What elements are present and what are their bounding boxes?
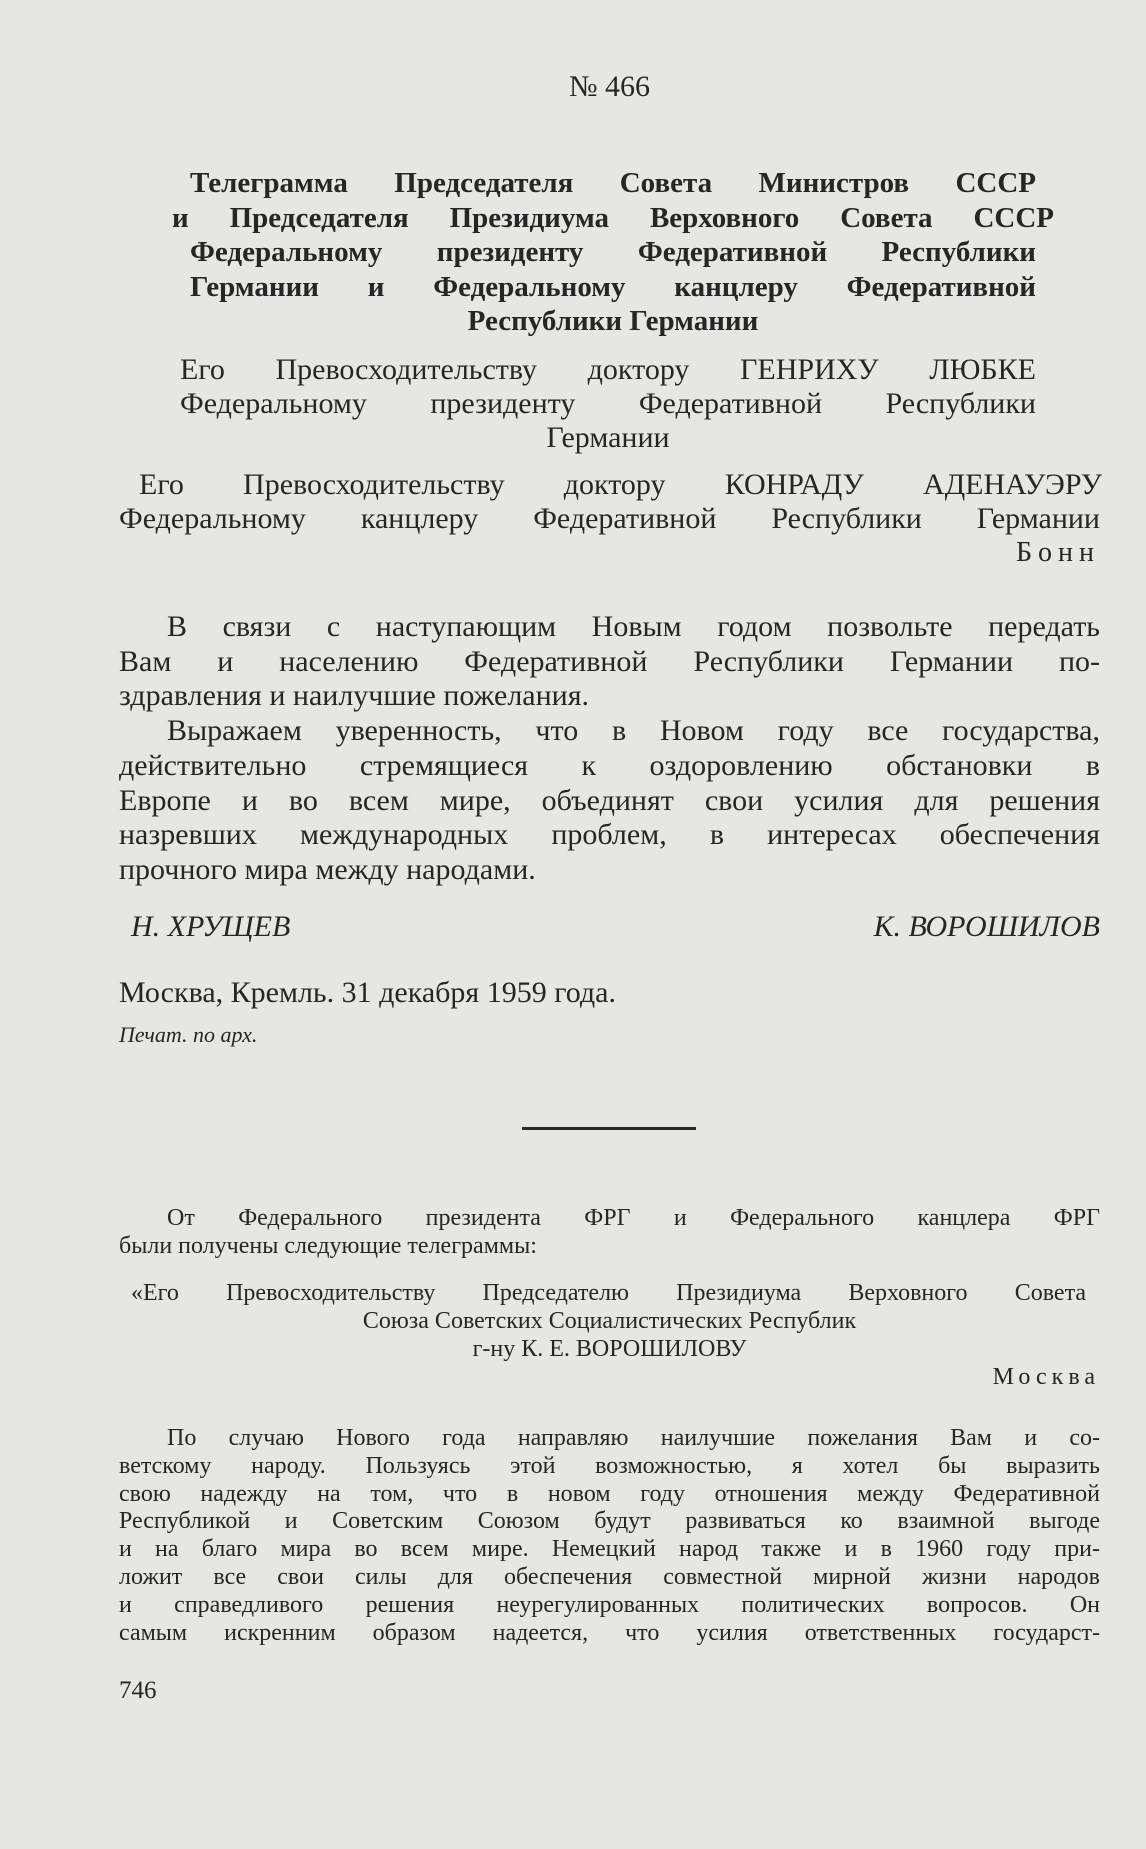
quote-addressee-line: «Его Превосходительству Председателю Президиума Верховного Совета — [131, 1280, 1086, 1306]
quote-addressee — [119, 1280, 1100, 1363]
body-line: Республикой и Советским Союзом будут развиваться ко взаимной выгоде — [119, 1508, 1100, 1535]
city-bonn: Бонн — [1015, 537, 1100, 568]
body-line: В связи с наступающим Новым годом позвольте передать — [167, 610, 1100, 643]
addressee-line: Его Превосходительству доктору ГЕНРИХУ ЛЮБКЕ — [180, 353, 1036, 386]
body-line: ложит все свои силы для обеспечения совместной мирной жизни народов — [119, 1563, 1100, 1590]
intro-line: От Федерального президента ФРГ и Федерального канцлера ФРГ — [167, 1205, 1100, 1231]
body-line: Выражаем уверенность, что в Новом году все государства, — [167, 714, 1100, 748]
document-title — [172, 166, 1054, 339]
city-moscow: Москва — [992, 1364, 1100, 1390]
intro-line: были получены следующие телеграммы: — [119, 1232, 537, 1259]
source-note: Печат. по арх. — [119, 1022, 258, 1047]
addressee-line: Германии — [546, 421, 670, 454]
body-line: действительно стремящиеся к оздоровлению обстановки в — [119, 748, 1100, 782]
place-date: Москва, Кремль. 31 декабря 1959 года. — [119, 976, 616, 1009]
body-line: самым искренним образом надеется, что усилия ответственных государст- — [119, 1619, 1100, 1646]
body-line: назревших международных проблем, в интересах обеспечения — [119, 818, 1100, 852]
body-line: ветскому народу. Пользуясь этой возможностью, я хотел бы выразить — [119, 1452, 1100, 1479]
body-line: Вам и населению Федеративной Республики Германии по- — [119, 644, 1100, 678]
body-line: свою надежду на том, что в новом году отношения между Федеративной — [119, 1480, 1100, 1507]
body-line: здравления и наилучшие пожелания. — [119, 679, 590, 713]
quote-addressee-line: Союза Советских Социалистических Республик — [362, 1307, 857, 1334]
reply-telegram-body — [119, 1425, 1100, 1647]
page-number: 746 — [119, 1677, 157, 1704]
signatures — [119, 910, 1100, 944]
body-line: и справедливого решения неурегулированных политических вопросов. Он — [119, 1591, 1100, 1618]
body-line: и на благо мира во всем мире. Немецкий народ также и в 1960 году при- — [119, 1536, 1100, 1563]
intro-paragraph — [119, 1205, 1100, 1261]
body-line: Европе и во всем мире, объединят свои усилия для решения — [119, 783, 1100, 817]
addressee-lubke — [180, 353, 1036, 455]
addressee-line: Федеральному президенту Федеративной Республики — [180, 387, 1036, 420]
title-line: и Председателя Президиума Верховного Совета СССР — [172, 201, 1054, 234]
title-line: Германии и Федеральному канцлеру Федеративной — [190, 270, 1036, 303]
quote-addressee-line: г-ну К. Е. ВОРОШИЛОВУ — [472, 1335, 747, 1362]
signature-voroshilov: К. ВОРОШИЛОВ — [873, 910, 1100, 943]
body-line: прочного мира между народами. — [119, 852, 536, 886]
signature-khrushchev: Н. ХРУЩЕВ — [131, 910, 291, 943]
telegram-body — [119, 610, 1100, 888]
document-number: № 466 — [568, 70, 651, 103]
section-divider — [522, 1127, 696, 1130]
title-line: Телеграмма Председателя Совета Министров СССР — [190, 167, 1036, 199]
body-line: По случаю Нового года направляю наилучшие пожелания Вам и со- — [167, 1425, 1100, 1451]
title-line: Республики Германии — [467, 305, 759, 337]
addressee-line: Его Превосходительству доктору КОНРАДУ АДЕНАУЭРУ — [139, 468, 1102, 501]
title-line: Федеральному президенту Федеративной Республики — [190, 236, 1036, 268]
addressee-adenauer — [119, 468, 1100, 570]
addressee-line: Федеральному канцлеру Федеративной Республики Германии — [119, 502, 1100, 535]
